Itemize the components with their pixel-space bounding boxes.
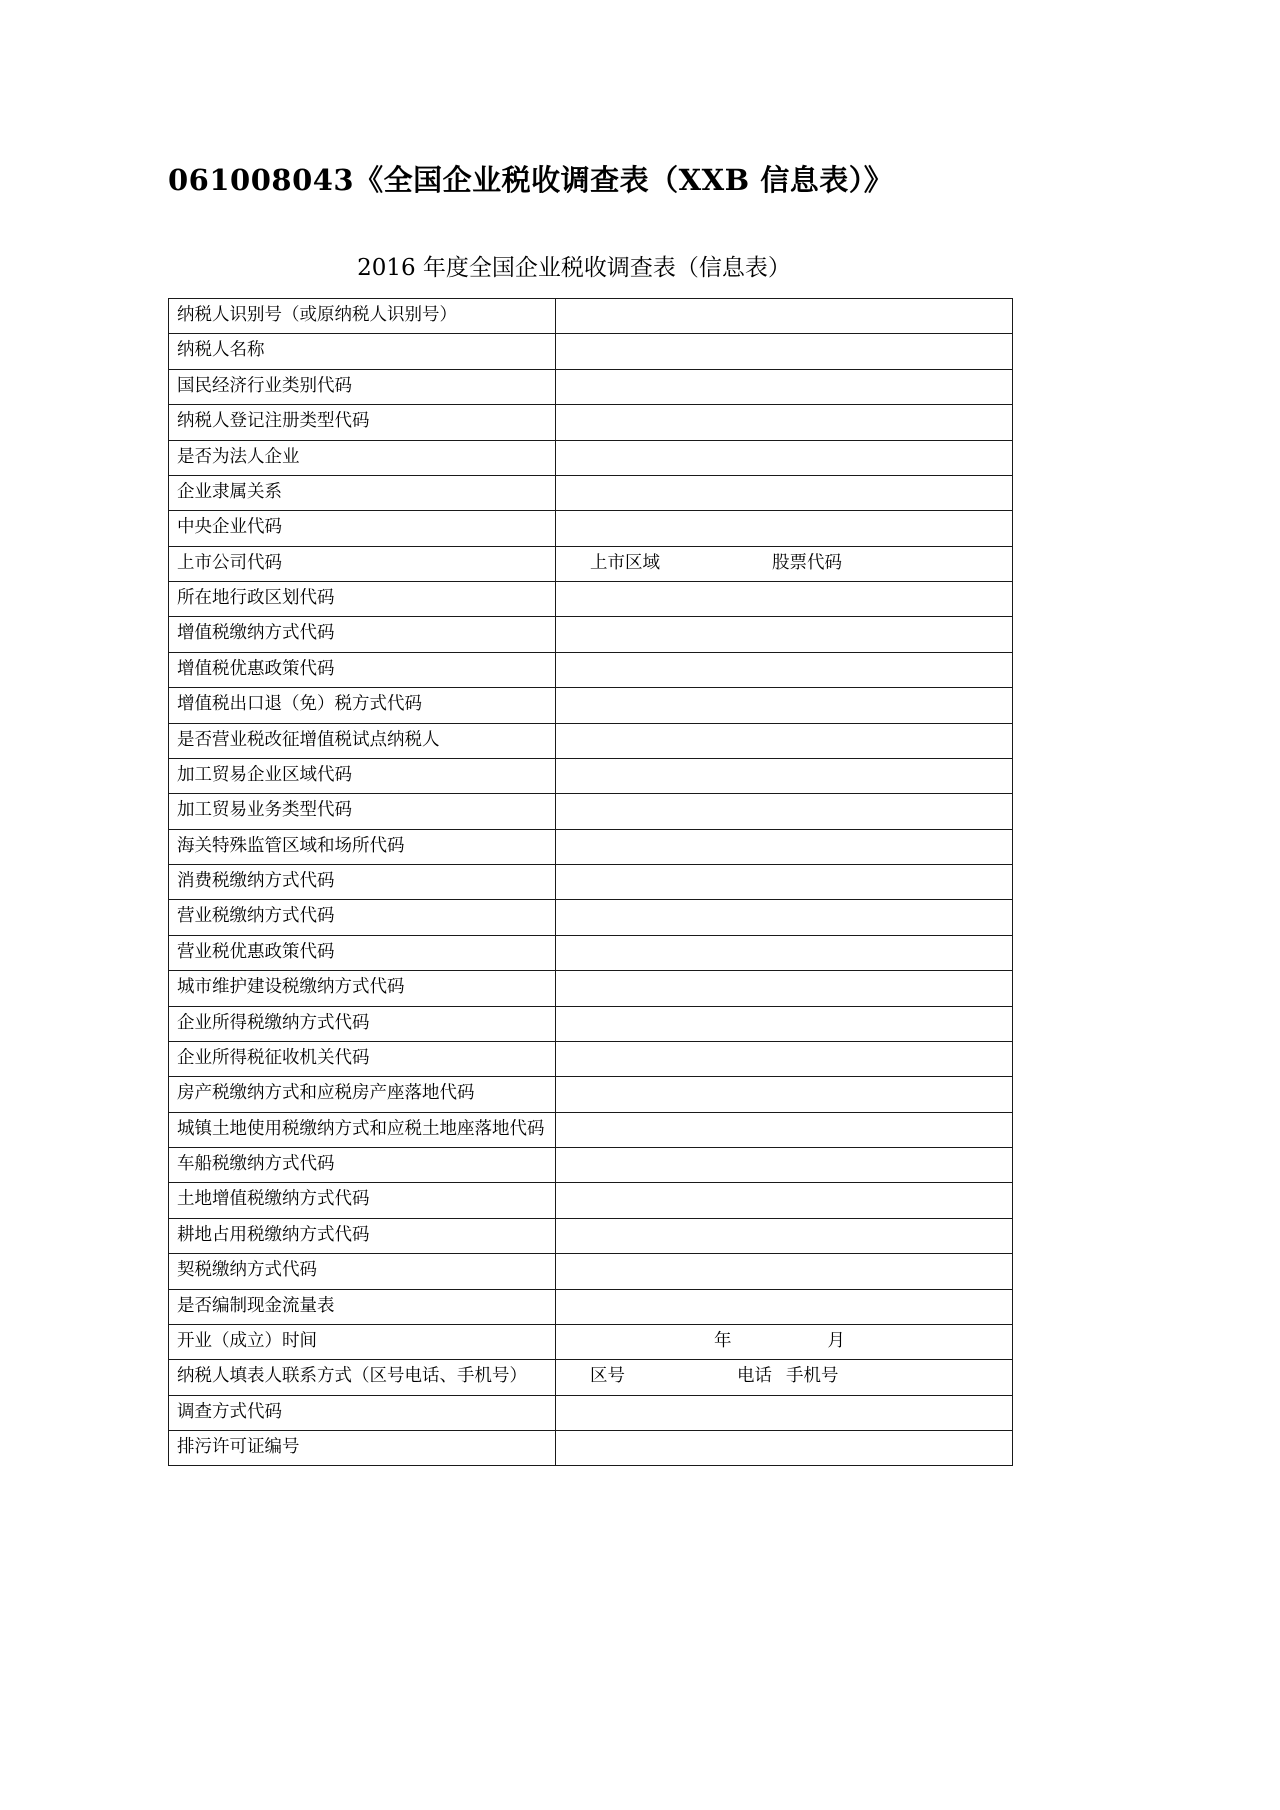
row-label: 是否营业税改征增值税试点纳税人	[169, 723, 556, 758]
row-value[interactable]	[556, 511, 1013, 546]
row-value[interactable]	[556, 546, 1013, 581]
row-value[interactable]	[556, 1183, 1013, 1218]
row-value[interactable]	[556, 1360, 1013, 1395]
table-row	[169, 582, 1013, 617]
row-label: 纳税人填表人联系方式（区号电话、手机号）	[169, 1360, 556, 1395]
table-row	[169, 865, 1013, 900]
row-value[interactable]	[556, 1431, 1013, 1466]
row-value[interactable]	[556, 475, 1013, 510]
phone-label: 电话	[737, 1366, 772, 1387]
row-value[interactable]	[556, 1254, 1013, 1289]
row-value[interactable]	[556, 688, 1013, 723]
row-label: 企业所得税缴纳方式代码	[169, 1006, 556, 1041]
row-label: 增值税优惠政策代码	[169, 652, 556, 687]
row-value[interactable]	[556, 617, 1013, 652]
row-label: 中央企业代码	[169, 511, 556, 546]
table-row	[169, 1112, 1013, 1147]
table-row	[169, 971, 1013, 1006]
row-value[interactable]	[556, 829, 1013, 864]
table-row	[169, 1006, 1013, 1041]
table-row	[169, 617, 1013, 652]
table-row-contact	[169, 1360, 1013, 1395]
table-row	[169, 299, 1013, 334]
row-value[interactable]	[556, 1112, 1013, 1147]
row-label: 国民经济行业类别代码	[169, 369, 556, 404]
table-row	[169, 475, 1013, 510]
year-unit-label: 年	[714, 1330, 732, 1351]
table-row	[169, 1183, 1013, 1218]
table-row	[169, 688, 1013, 723]
row-label: 企业所得税征收机关代码	[169, 1041, 556, 1076]
row-value[interactable]	[556, 440, 1013, 475]
row-label: 增值税缴纳方式代码	[169, 617, 556, 652]
row-label: 开业（成立）时间	[169, 1324, 556, 1359]
row-value[interactable]	[556, 1289, 1013, 1324]
month-unit-label: 月	[827, 1330, 845, 1351]
row-label: 城市维护建设税缴纳方式代码	[169, 971, 556, 1006]
row-label: 消费税缴纳方式代码	[169, 865, 556, 900]
row-value[interactable]	[556, 1148, 1013, 1183]
info-form-table	[168, 298, 1013, 1466]
row-value[interactable]	[556, 723, 1013, 758]
row-label: 加工贸易业务类型代码	[169, 794, 556, 829]
row-value[interactable]	[556, 1006, 1013, 1041]
row-value[interactable]	[556, 1395, 1013, 1430]
row-value[interactable]	[556, 971, 1013, 1006]
table-row	[169, 794, 1013, 829]
table-row	[169, 1218, 1013, 1253]
row-value[interactable]	[556, 334, 1013, 369]
page-title: 061008043《全国企业税收调查表（XXB 信息表）》	[168, 163, 894, 197]
stock-code-label: 股票代码	[772, 552, 842, 573]
row-value[interactable]	[556, 582, 1013, 617]
table-row	[169, 1077, 1013, 1112]
table-row-listed-company	[169, 546, 1013, 581]
row-label: 排污许可证编号	[169, 1431, 556, 1466]
table-row	[169, 511, 1013, 546]
row-value[interactable]	[556, 935, 1013, 970]
row-value[interactable]	[556, 405, 1013, 440]
row-value[interactable]	[556, 652, 1013, 687]
table-row-establishment-date	[169, 1324, 1013, 1359]
table-row	[169, 935, 1013, 970]
row-label: 调查方式代码	[169, 1395, 556, 1430]
table-row	[169, 652, 1013, 687]
row-value[interactable]	[556, 1077, 1013, 1112]
row-label: 上市公司代码	[169, 546, 556, 581]
table-row	[169, 1289, 1013, 1324]
table-row	[169, 829, 1013, 864]
mobile-label: 手机号	[786, 1366, 839, 1387]
row-label: 土地增值税缴纳方式代码	[169, 1183, 556, 1218]
table-row	[169, 758, 1013, 793]
row-value[interactable]	[556, 900, 1013, 935]
table-row	[169, 1395, 1013, 1430]
listing-region-label: 上市区域	[590, 552, 660, 573]
table-row	[169, 405, 1013, 440]
row-label: 纳税人识别号（或原纳税人识别号）	[169, 299, 556, 334]
area-code-label: 区号	[590, 1366, 625, 1387]
row-label: 房产税缴纳方式和应税房产座落地代码	[169, 1077, 556, 1112]
row-label: 企业隶属关系	[169, 475, 556, 510]
table-row	[169, 369, 1013, 404]
row-value[interactable]	[556, 794, 1013, 829]
table-row	[169, 1148, 1013, 1183]
table-row	[169, 1041, 1013, 1076]
row-label: 加工贸易企业区域代码	[169, 758, 556, 793]
table-row	[169, 900, 1013, 935]
row-value[interactable]	[556, 1218, 1013, 1253]
row-label: 是否为法人企业	[169, 440, 556, 475]
row-label: 耕地占用税缴纳方式代码	[169, 1218, 556, 1253]
row-value[interactable]	[556, 1324, 1013, 1359]
table-row	[169, 440, 1013, 475]
table-row	[169, 1254, 1013, 1289]
table-row	[169, 723, 1013, 758]
row-label: 所在地行政区划代码	[169, 582, 556, 617]
row-label: 是否编制现金流量表	[169, 1289, 556, 1324]
row-label: 营业税缴纳方式代码	[169, 900, 556, 935]
row-label: 增值税出口退（免）税方式代码	[169, 688, 556, 723]
row-value[interactable]	[556, 1041, 1013, 1076]
row-label: 纳税人登记注册类型代码	[169, 405, 556, 440]
row-label: 海关特殊监管区域和场所代码	[169, 829, 556, 864]
row-label: 城镇土地使用税缴纳方式和应税土地座落地代码	[169, 1112, 556, 1147]
row-value[interactable]	[556, 369, 1013, 404]
row-value[interactable]	[556, 758, 1013, 793]
row-label: 纳税人名称	[169, 334, 556, 369]
row-label: 车船税缴纳方式代码	[169, 1148, 556, 1183]
form-subtitle: 2016 年度全国企业税收调查表（信息表）	[357, 255, 791, 281]
row-value[interactable]	[556, 299, 1013, 334]
table-row	[169, 1431, 1013, 1466]
table-row	[169, 334, 1013, 369]
row-label: 营业税优惠政策代码	[169, 935, 556, 970]
row-label: 契税缴纳方式代码	[169, 1254, 556, 1289]
row-value[interactable]	[556, 865, 1013, 900]
